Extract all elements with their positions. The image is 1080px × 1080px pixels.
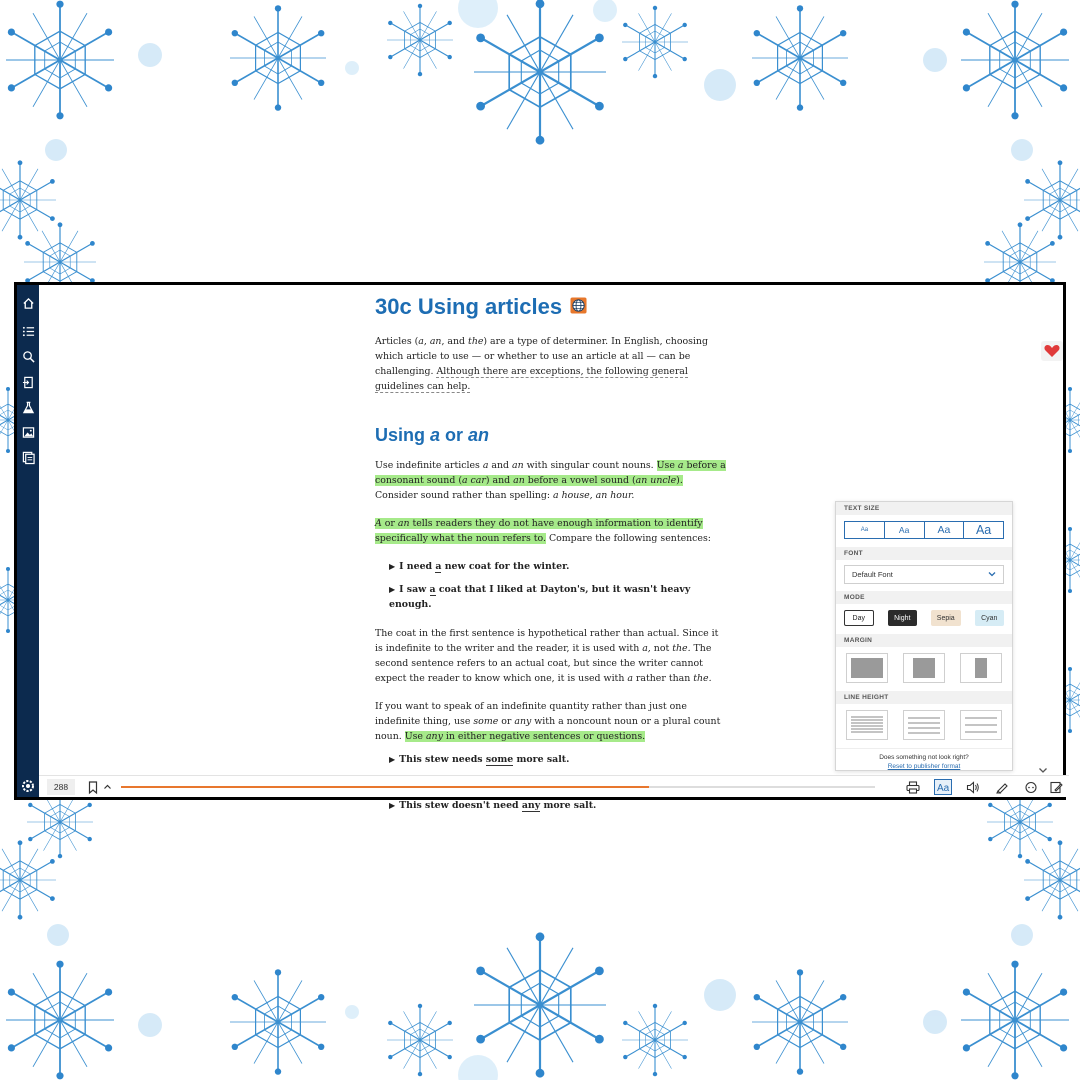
intro-paragraph: Articles (a, an, and the) are a type of determiner. In English, choosing which article to use — or whether to use an article at all — can be challenging. Although there are exceptions, the following general guidelines can help.	[375, 336, 708, 392]
margin-medium-button[interactable]	[903, 653, 945, 683]
highlight[interactable]: A or an tells readers they do not have enough information to identify specifically what the noun refers to.	[375, 518, 703, 544]
reading-progress-fill	[121, 786, 649, 788]
svg-text:Aa: Aa	[937, 783, 950, 794]
highlighter-icon[interactable]	[994, 779, 1010, 795]
mode-sepia-button[interactable]: Sepia	[931, 610, 960, 626]
font-dropdown[interactable]	[844, 565, 1004, 584]
ebook-reader-window	[14, 282, 1066, 811]
example-sentence: ▶ I saw a coat that I liked at Dayton's, but it wasn't heavy enough.	[389, 584, 691, 610]
line-height-label: LINE HEIGHT	[836, 691, 1012, 704]
mode-night-button[interactable]: Night	[888, 610, 917, 626]
mode-selector	[844, 610, 1004, 626]
text-size-small-button[interactable]: Aa	[860, 527, 869, 533]
reading-settings-panel	[835, 501, 1013, 771]
section-heading: Using a or an	[375, 425, 490, 445]
text-size-large-button[interactable]: Aa	[924, 522, 964, 538]
chevron-up-icon[interactable]	[99, 779, 115, 795]
font-label: FONT	[836, 547, 1012, 560]
paragraph-quantity: If you want to speak of an indefinite quantity rather than just one indefinite thing, use some or any with a noncount noun or a plural count noun. Use any in either negative sentences or questions.	[375, 701, 721, 742]
mode-label: MODE	[836, 591, 1012, 604]
side-navigation-rail	[17, 285, 39, 797]
text-size-xlarge-button[interactable]: Aa	[963, 522, 1003, 538]
line-height-normal-button[interactable]	[903, 710, 945, 740]
line-height-selector	[846, 710, 1002, 740]
gear-icon[interactable]	[19, 777, 37, 795]
chevron-down-icon[interactable]	[1037, 761, 1049, 773]
text-size-label: TEXT SIZE	[836, 502, 1012, 515]
example-sentence: ▶ This stew needs some more salt.	[389, 754, 570, 765]
line-height-loose-button[interactable]	[960, 710, 1002, 740]
notebook-icon[interactable]	[1048, 779, 1064, 795]
text-size-selector	[844, 521, 1004, 539]
text-settings-icon[interactable]	[934, 779, 952, 795]
globe-icon[interactable]	[570, 294, 587, 320]
mode-cyan-button[interactable]: Cyan	[975, 610, 1004, 626]
flask-icon[interactable]	[20, 399, 36, 415]
reading-progress-bar[interactable]	[121, 786, 875, 788]
audio-icon[interactable]	[965, 779, 981, 795]
toc-icon[interactable]	[20, 323, 36, 339]
example-sentence: ▶ I need a new coat for the winter.	[389, 561, 570, 572]
margin-selector	[846, 653, 1002, 683]
notes-icon[interactable]	[20, 449, 36, 465]
chevron-down-icon	[988, 570, 996, 579]
print-icon[interactable]	[905, 779, 921, 795]
article-content	[375, 285, 727, 811]
highlight[interactable]: Use any in either negative sentences or questions.	[404, 731, 646, 742]
home-icon[interactable]	[20, 295, 36, 311]
heart-icon[interactable]	[1041, 341, 1063, 361]
footer-question: Does something not look right?	[879, 754, 969, 761]
reset-format-link[interactable]: Reset to publisher format	[887, 763, 961, 770]
dashed-annotation[interactable]: Although there are exceptions, the following general guidelines can help.	[375, 366, 688, 392]
example-sentence: ▶ This stew doesn't need any more salt.	[389, 800, 597, 811]
highlight[interactable]: Use a before a consonant sound (a car) and an before a vowel sound (an uncle).	[375, 460, 726, 486]
font-dropdown-value: Default Font	[852, 570, 893, 579]
panel-footer	[836, 748, 1012, 770]
page-number-box[interactable]: 288	[47, 779, 75, 795]
chat-icon[interactable]	[1023, 779, 1039, 795]
mode-day-button[interactable]: Day	[844, 610, 874, 626]
exit-icon[interactable]	[20, 374, 36, 390]
page-title	[375, 294, 727, 320]
page-title-text: 30c Using articles	[375, 294, 563, 319]
margin-narrow-button[interactable]	[846, 653, 888, 683]
paragraph-consonant-vowel: Use indefinite articles a and an with singular count nouns. Use a before a consonant sound (a car) and an before a vowel sound (an uncle). Consider sound rather than spelling: a house, an hour.	[375, 460, 726, 501]
image-icon[interactable]	[20, 424, 36, 440]
text-size-medium-button[interactable]: Aa	[884, 522, 924, 538]
line-height-tight-button[interactable]	[846, 710, 888, 740]
paragraph-indefinite: A or an tells readers they do not have enough information to identify specifically what the noun refers to. Compare the following sentences:	[375, 518, 711, 544]
paragraph-explanation: The coat in the first sentence is hypothetical rather than actual. Since it is indefinite to the writer and the reader, it is used with a, not the. The second sentence refers to an actual coat, but since the writer cannot expect the reader to know which one, it is used with a rather than the.	[375, 628, 719, 684]
bottom-toolbar	[39, 775, 1069, 797]
margin-wide-button[interactable]	[960, 653, 1002, 683]
margin-label: MARGIN	[836, 634, 1012, 647]
search-icon[interactable]	[20, 348, 36, 364]
